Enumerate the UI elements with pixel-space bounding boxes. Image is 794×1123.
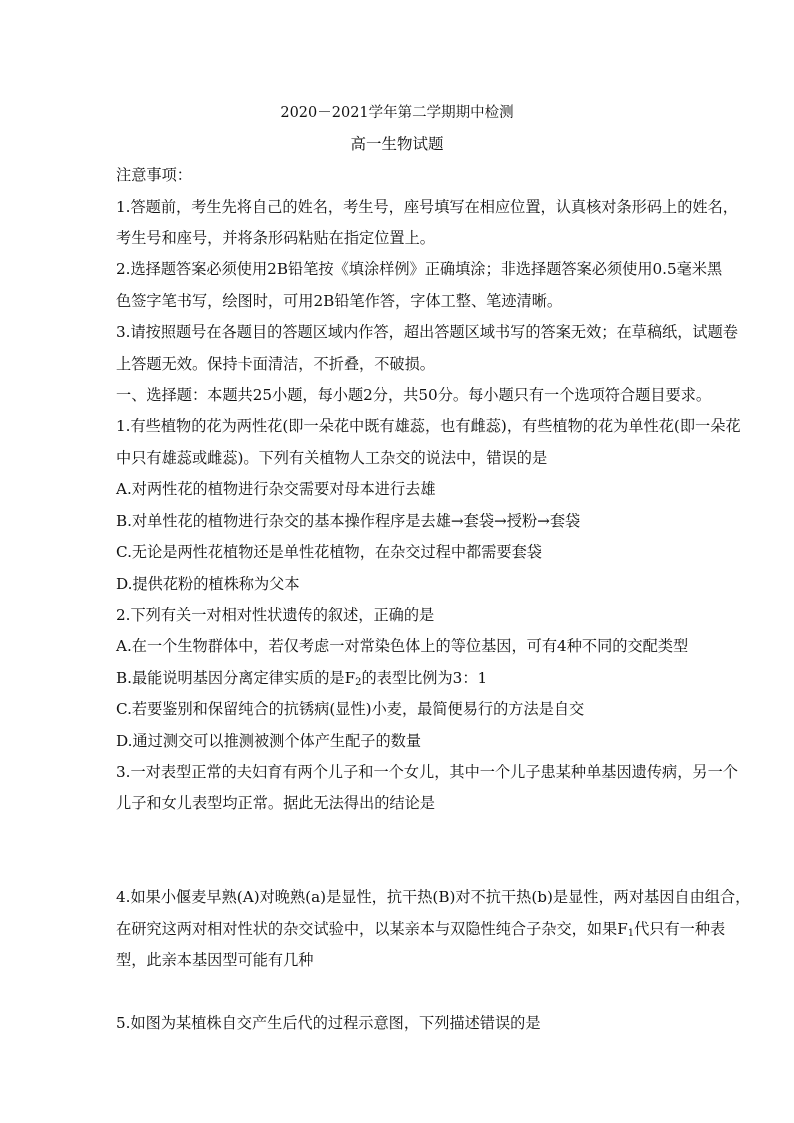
q4-stem-line-2 xyxy=(116,918,726,940)
q3-stem-line-1: 3.一对表型正常的夫妇育有两个儿子和一个女儿，其中一个儿子患某种单基因遗传病，另一个 xyxy=(116,763,738,781)
q4-stem-line-2-post: 代只有一种表 xyxy=(634,920,726,938)
q4-stem-line-1: 4.如果小偃麦早熟(A)对晚熟(a)是显性，抗干热(B)对不抗干热(b)是显性，两对基因自由组合， xyxy=(116,888,751,906)
q2-option-d: D.通过测交可以推测被测个体产生配子的数量 xyxy=(116,732,422,750)
q5-stem: 5.如图为某植株自交产生后代的过程示意图，下列描述错误的是 xyxy=(116,1014,541,1032)
q2-option-c: C.若要鉴别和保留纯合的抗锈病(显性)小麦，最简便易行的方法是自交 xyxy=(116,700,585,718)
q1-option-d: D.提供花粉的植株称为父本 xyxy=(116,575,300,593)
q2-stem: 2.下列有关一对相对性状遗传的叙述，正确的是 xyxy=(116,606,435,624)
exam-title: 2020－2021学年第二学期期中检测 xyxy=(280,105,514,121)
q1-stem-line-1: 1.有些植物的花为两性花(即一朵花中既有雄蕊，也有雌蕊)，有些植物的花为单性花(即一朵花 xyxy=(116,417,741,435)
q2-option-b xyxy=(116,667,696,689)
q3-stem-line-2: 儿子和女儿表型均正常。据此无法得出的结论是 xyxy=(116,794,435,812)
q4-stem-line-3: 型，此亲本基因型可能有几种 xyxy=(116,951,314,969)
notice-item-2-line-2: 色签字笔书写，绘图时，可用2B铅笔作答，字体工整、笔迹清晰。 xyxy=(116,292,563,310)
q4-stem-line-2-pre: 在研究这两对相对性状的杂交试验中，以某亲本与双隐性纯合子杂交，如果F xyxy=(116,920,628,938)
subject-title: 高一生物试题 xyxy=(350,135,444,153)
notice-item-1-line-2: 考生号和座号，并将条形码粘贴在指定位置上。 xyxy=(116,229,435,247)
q1-option-b: B.对单性花的植物进行杂交的基本操作程序是去雄→套袋→授粉→套袋 xyxy=(116,512,581,530)
section-1-heading: 一、选择题：本题共25小题，每小题2分，共50分。每小题只有一个选项符合题目要求。 xyxy=(116,386,712,404)
notice-item-2-line-1: 2.选择题答案必须使用2B铅笔按《填涂样例》正确填涂；非选择题答案必须使用0.5毫米黑 xyxy=(116,260,723,278)
notice-item-1-line-1: 1.答题前，考生先将自己的姓名，考生号，座号填写在相应位置，认真核对条形码上的姓名， xyxy=(116,198,738,216)
q1-stem-line-2: 中只有雄蕊或雌蕊)。下列有关植物人工杂交的说法中，错误的是 xyxy=(116,449,548,467)
q2-option-b-post: 的表型比例为3：1 xyxy=(361,669,488,687)
notice-item-3-line-1: 3.请按照题号在各题目的答题区域内作答，超出答题区域书写的答案无效；在草稿纸，试题卷 xyxy=(116,323,738,341)
q2-option-a: A.在一个生物群体中，若仅考虑一对常染色体上的等位基因，可有4种不同的交配类型 xyxy=(116,637,689,655)
q2-option-b-pre: B.最能说明基因分离定律实质的是F xyxy=(116,669,356,687)
q1-option-c: C.无论是两性花植物还是单性花植物，在杂交过程中都需要套袋 xyxy=(116,543,542,561)
q1-option-a: A.对两性花的植物进行杂交需要对母本进行去雄 xyxy=(116,480,436,498)
notice-item-3-line-2: 上答题无效。保持卡面清洁，不折叠，不破损。 xyxy=(116,355,435,373)
notice-heading: 注意事项： xyxy=(116,166,192,184)
q2-option-b-subscript: 2 xyxy=(355,677,362,688)
q4-stem-line-2-subscript: 1 xyxy=(627,928,635,939)
